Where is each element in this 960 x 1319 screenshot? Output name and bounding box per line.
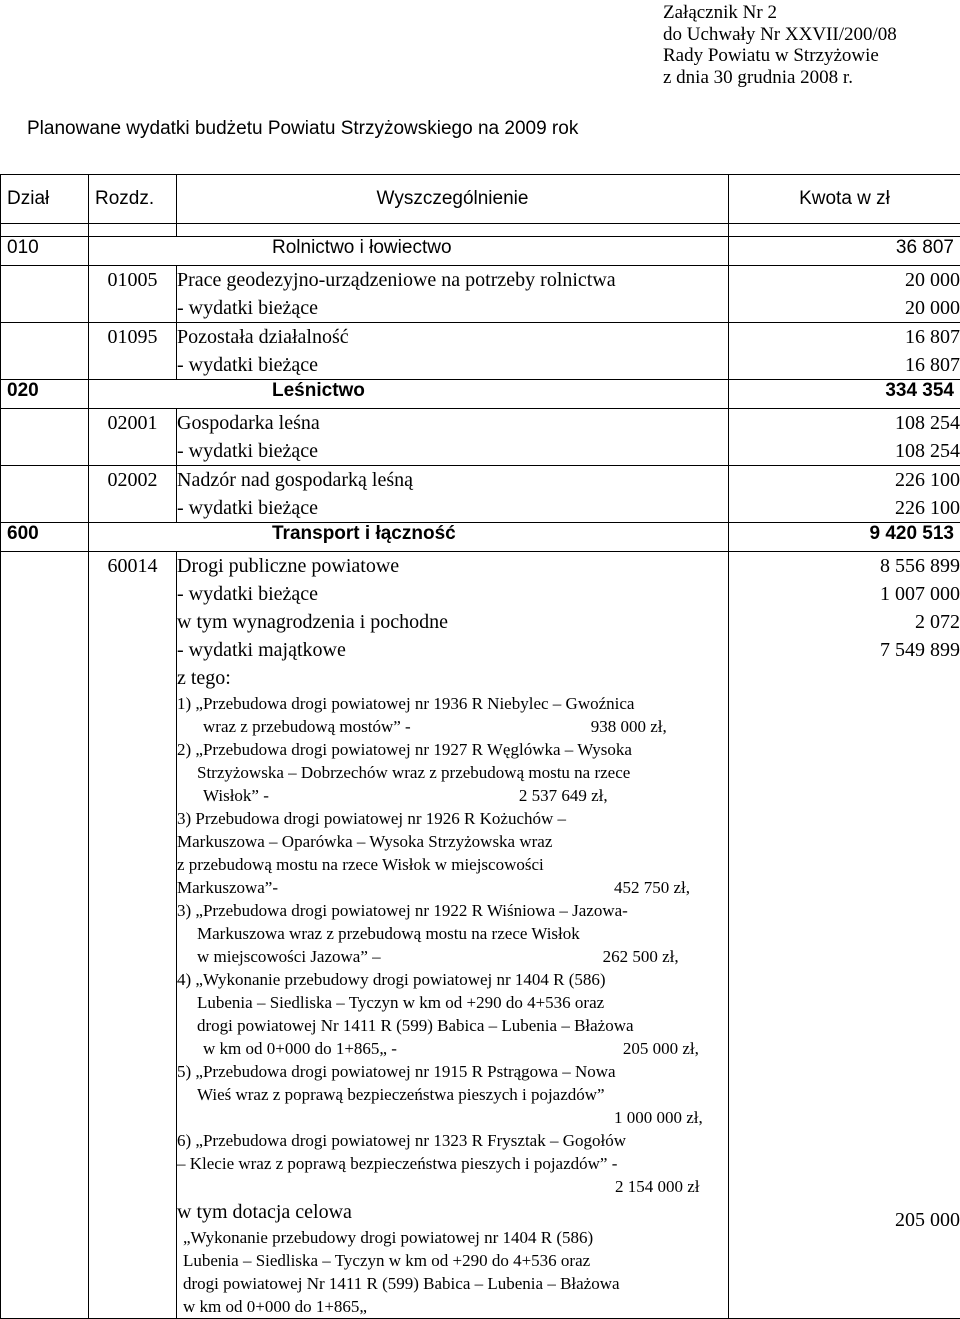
annex-header [663, 2, 897, 88]
project-line: 1) „Przebudowa drogi powiatowej nr 1936 R Niebylec – Gwoźnica [177, 692, 728, 715]
chapter-code: 02002 [89, 466, 176, 494]
header-opis: Wyszczególnienie [177, 175, 729, 224]
section-row [1, 380, 960, 409]
project-line: Wisłok” - 2 537 649 zł, [177, 784, 728, 807]
section-name: Transport i łączność [89, 523, 729, 552]
annex-line: Załącznik Nr 2 [663, 2, 897, 24]
header-kwota: Kwota w zł [729, 175, 960, 224]
annex-line: Rady Powiatu w Strzyżowie [663, 45, 897, 67]
chapter-sub: - wydatki bieżące [177, 494, 728, 522]
project-amount: 452 750 zł, [614, 876, 690, 899]
chapter-sub-amount: 2 072 [729, 608, 960, 636]
chapter-sub: - wydatki bieżące [177, 294, 728, 322]
chapter-code: 60014 [89, 552, 176, 580]
chapter-amount: 108 254 [729, 409, 960, 437]
section-amount: 9 420 513 [729, 523, 960, 552]
chapter-sub: - wydatki majątkowe [177, 636, 728, 664]
section-amount: 36 807 [729, 237, 960, 266]
project-amount: 1 000 000 zł, [177, 1106, 728, 1129]
section-name: Rolnictwo i łowiectwo [89, 237, 729, 266]
grant-description [177, 1226, 728, 1318]
project-line: Strzyżowska – Dobrzechów wraz z przebudową mostu na rzece [177, 761, 728, 784]
section-row [1, 523, 960, 552]
annex-line: do Uchwały Nr XXVII/200/08 [663, 24, 897, 46]
header-dzial: Dział [1, 175, 89, 224]
chapter-sub-amount: 1 007 000 [729, 580, 960, 608]
header-row [1, 175, 960, 224]
chapter-sub: - wydatki bieżące [177, 580, 728, 608]
chapter-sub: z tego: [177, 664, 728, 692]
chapter-row [1, 323, 960, 380]
chapter-code: 02001 [89, 409, 176, 437]
budget-table [0, 174, 960, 1319]
chapter-sub-amount: 20 000 [729, 294, 960, 322]
grant-label: w tym dotacja celowa [177, 1198, 728, 1226]
chapter-row [1, 266, 960, 323]
project-list [177, 692, 728, 1198]
header-rozdz: Rozdz. [89, 175, 177, 224]
section-code: 600 [1, 523, 89, 552]
project-amount: 938 000 zł, [591, 715, 667, 738]
chapter-sub-amount: 226 100 [729, 494, 960, 522]
chapter-row [1, 552, 960, 1319]
project-line: w miejscowości Jazowa” – 262 500 zł, [177, 945, 728, 968]
chapter-name: Prace geodezyjno-urządzeniowe na potrzeby rolnictwa [177, 266, 728, 294]
project-line: 3) Przebudowa drogi powiatowej nr 1926 R Kożuchów – [177, 807, 728, 830]
chapter-amount: 8 556 899 [729, 552, 960, 580]
grant-amount: 205 000 [729, 1206, 960, 1234]
chapter-code: 01095 [89, 323, 176, 351]
chapter-row [1, 466, 960, 523]
project-line: Wieś wraz z poprawą bezpieczeństwa pieszych i pojazdów” [177, 1083, 728, 1106]
project-line: 3) „Przebudowa drogi powiatowej nr 1922 R Wiśniowa – Jazowa- [177, 899, 728, 922]
project-line: z przebudową mostu na rzece Wisłok w miejscowości [177, 853, 728, 876]
project-amount: 205 000 zł, [623, 1037, 699, 1060]
project-line: 4) „Wykonanie przebudowy drogi powiatowej nr 1404 R (586) [177, 968, 728, 991]
annex-line: z dnia 30 grudnia 2008 r. [663, 67, 897, 89]
grant-line: Lubenia – Siedliska – Tyczyn w km od +290 do 4+536 oraz [177, 1249, 728, 1272]
project-line: wraz z przebudową mostów” - 938 000 zł, [177, 715, 728, 738]
grant-line: drogi powiatowej Nr 1411 R (599) Babica – Lubenia – Błażowa [177, 1272, 728, 1295]
chapter-name: Nadzór nad gospodarką leśną [177, 466, 728, 494]
section-code: 020 [1, 380, 89, 409]
chapter-amount: 226 100 [729, 466, 960, 494]
chapter-sub: - wydatki bieżące [177, 351, 728, 379]
chapter-amount: 16 807 [729, 323, 960, 351]
section-amount: 334 354 [729, 380, 960, 409]
project-line: Lubenia – Siedliska – Tyczyn w km od +290 do 4+536 oraz [177, 991, 728, 1014]
chapter-sub: - wydatki bieżące [177, 437, 728, 465]
project-line: Markuszowa wraz z przebudową mostu na rzece Wisłok [177, 922, 728, 945]
project-line: drogi powiatowej Nr 1411 R (599) Babica – Lubenia – Błażowa [177, 1014, 728, 1037]
chapter-sub-amount: 7 549 899 [729, 636, 960, 664]
project-line: w km od 0+000 do 1+865„ - 205 000 zł, [177, 1037, 728, 1060]
chapter-name: Pozostała działalność [177, 323, 728, 351]
chapter-name: Drogi publiczne powiatowe [177, 552, 728, 580]
chapter-sub-amount: 16 807 [729, 351, 960, 379]
spacer-row [1, 224, 960, 237]
document-title: Planowane wydatki budżetu Powiatu Strzyżowskiego na 2009 rok [27, 118, 578, 140]
project-line: Markuszowa – Oparówka – Wysoka Strzyżowska wraz [177, 830, 728, 853]
section-name: Leśnictwo [89, 380, 729, 409]
grant-line: w km od 0+000 do 1+865„ [177, 1295, 728, 1318]
chapter-amount: 20 000 [729, 266, 960, 294]
chapter-sub-amount: 108 254 [729, 437, 960, 465]
grant-line: „Wykonanie przebudowy drogi powiatowej nr 1404 R (586) [177, 1226, 728, 1249]
project-amount: 2 154 000 zł [177, 1175, 728, 1198]
chapter-row [1, 409, 960, 466]
project-line: – Klecie wraz z poprawą bezpieczeństwa pieszych i pojazdów” - [177, 1152, 728, 1175]
project-line: 5) „Przebudowa drogi powiatowej nr 1915 R Pstrągowa – Nowa [177, 1060, 728, 1083]
section-code: 010 [1, 237, 89, 266]
project-line: 6) „Przebudowa drogi powiatowej nr 1323 R Frysztak – Gogołów [177, 1129, 728, 1152]
project-amount: 2 537 649 zł, [519, 784, 608, 807]
section-row [1, 237, 960, 266]
chapter-sub: w tym wynagrodzenia i pochodne [177, 608, 728, 636]
project-line: 2) „Przebudowa drogi powiatowej nr 1927 R Węglówka – Wysoka [177, 738, 728, 761]
project-line: Markuszowa”- 452 750 zł, [177, 876, 728, 899]
project-amount: 262 500 zł, [603, 945, 679, 968]
chapter-name: Gospodarka leśna [177, 409, 728, 437]
chapter-code: 01005 [89, 266, 176, 294]
